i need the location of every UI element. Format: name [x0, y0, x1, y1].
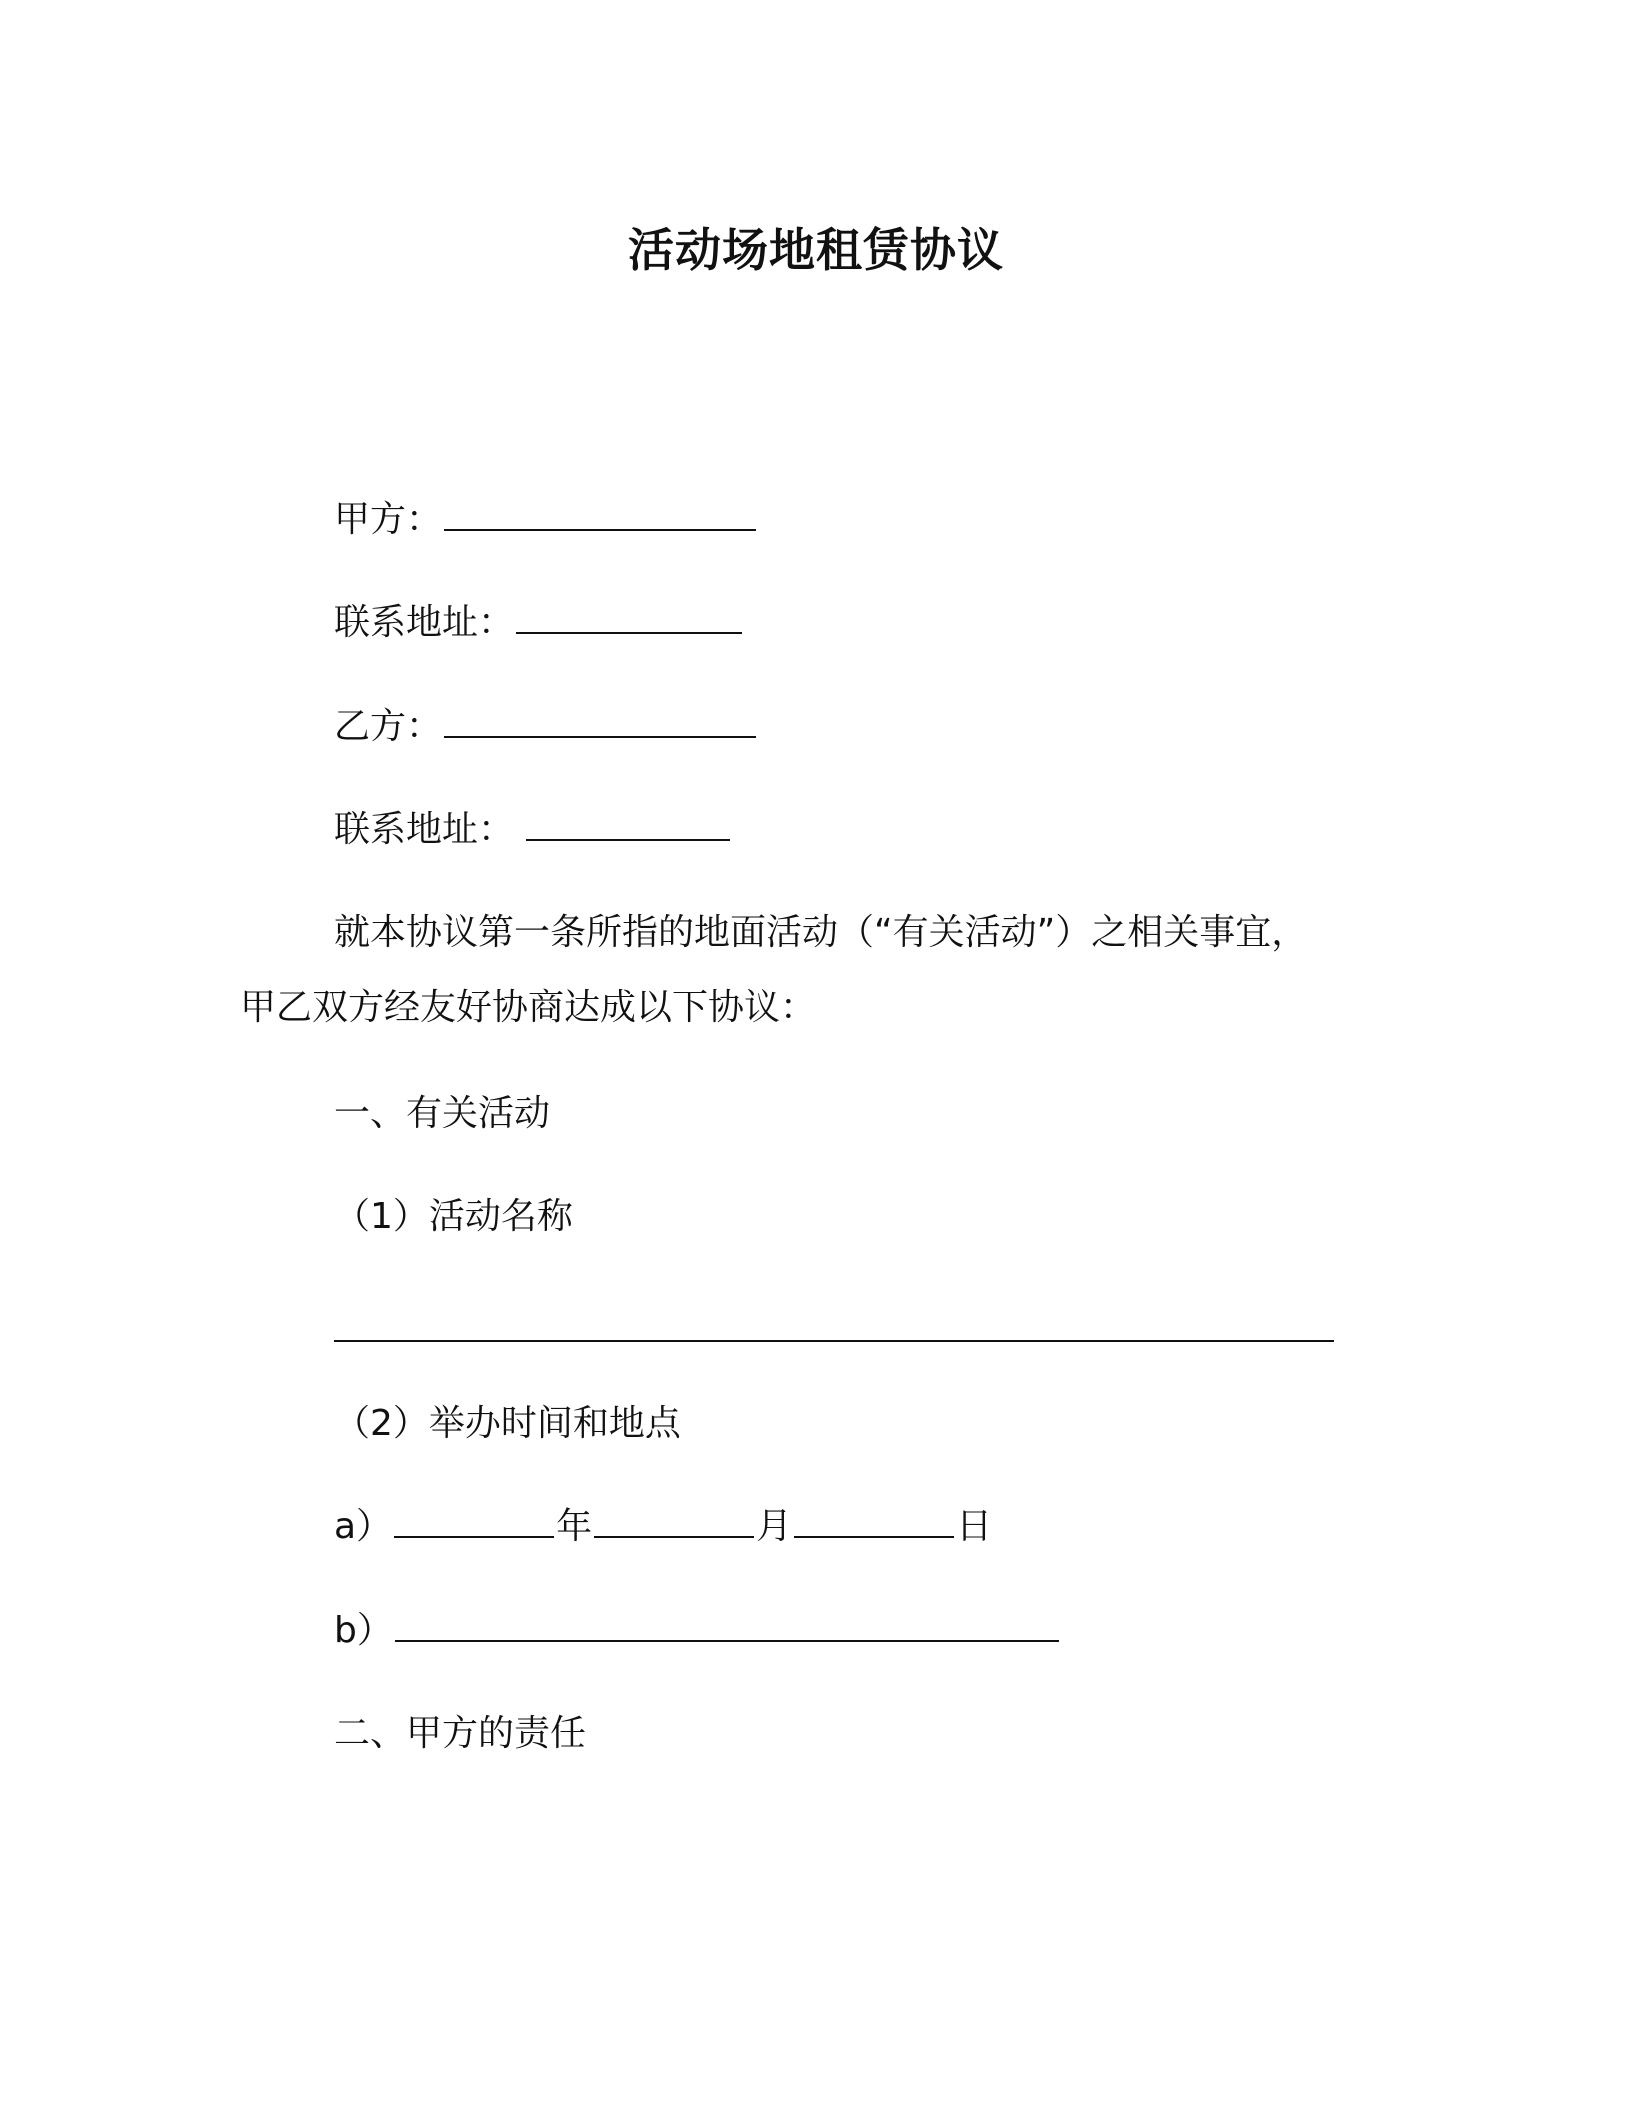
year-blank[interactable] — [394, 1506, 554, 1538]
party-b-address-label: 联系地址： — [334, 809, 515, 850]
section-2-heading: 二、甲方的责任 — [334, 1713, 587, 1754]
location-blank[interactable] — [395, 1610, 1059, 1642]
party-b-address-blank[interactable] — [526, 809, 730, 841]
intro-line-2: 甲乙双方经友好协商达成以下协议： — [240, 987, 817, 1028]
month-blank[interactable] — [594, 1506, 754, 1538]
item-2-label: （2）举办时间和地点 — [334, 1403, 681, 1444]
page-title: 活动场地租赁协议 — [628, 223, 1004, 277]
party-a-blank[interactable] — [444, 499, 756, 531]
party-b-blank[interactable] — [444, 706, 756, 738]
section-1-heading: 一、有关活动 — [334, 1093, 551, 1134]
item-a-prefix: a） — [334, 1506, 393, 1547]
date-line — [334, 1505, 992, 1549]
intro-line-1: 就本协议第一条所指的地面活动（“有关活动”）之相关事宜， — [334, 912, 1308, 953]
party-a-line — [334, 498, 758, 542]
item-1-label: （1）活动名称 — [334, 1196, 573, 1237]
year-label: 年 — [556, 1506, 593, 1547]
party-a-address-blank[interactable] — [516, 602, 742, 634]
party-b-address-line — [334, 808, 732, 852]
party-a-address-line — [334, 601, 744, 645]
day-label: 日 — [956, 1506, 993, 1547]
party-b-label: 乙方： — [334, 706, 443, 747]
party-a-label: 甲方： — [334, 499, 443, 540]
location-line — [334, 1609, 1061, 1653]
activity-name-blank[interactable] — [334, 1340, 1334, 1342]
item-b-prefix: b） — [334, 1610, 393, 1651]
month-label: 月 — [756, 1506, 793, 1547]
party-a-address-label: 联系地址： — [334, 602, 515, 643]
day-blank[interactable] — [794, 1506, 954, 1538]
party-b-line — [334, 705, 758, 749]
